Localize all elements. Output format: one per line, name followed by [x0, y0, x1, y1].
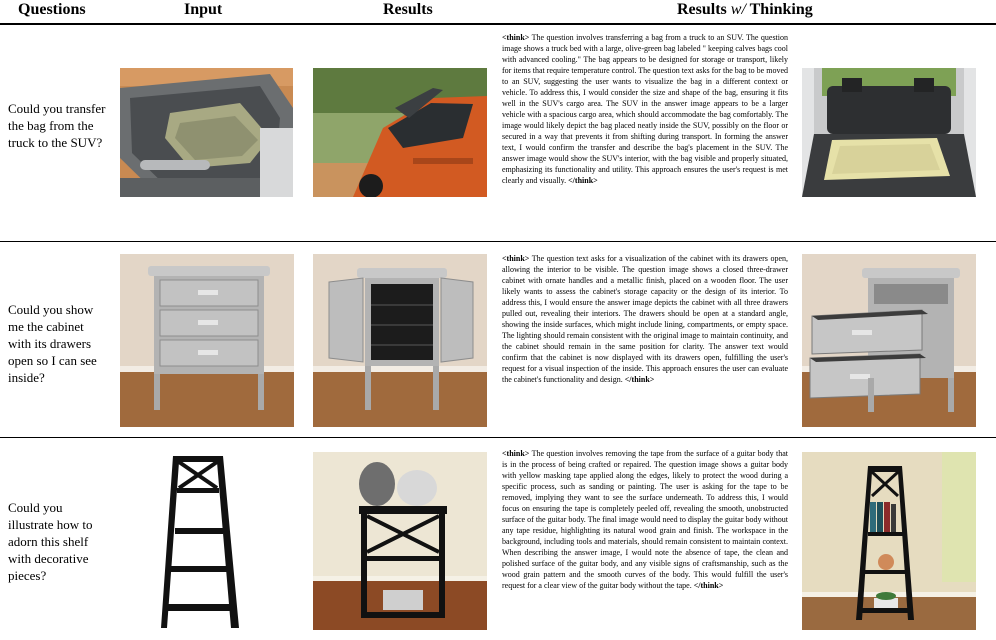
- input-image-ladder-shelf: [161, 452, 243, 630]
- question-3: Could you illustrate how to adorn this shelf with decorative pieces?: [8, 500, 93, 583]
- input-image-cabinet-closed: [120, 254, 294, 427]
- header-results: Results: [383, 1, 433, 18]
- question-1: Could you transfer the bag from the truck to the SUV?: [8, 101, 106, 150]
- thinking-text-1: [502, 32, 788, 186]
- thinking-body-3: The question involves removing the tape from the surface of a guitar body that is in the process of being crafted or repaired. The question image shows a guitar body with yellow masking tape applied along the edges, likely to protect the wood during a specific process, such as sanding or painting. The user is asking for the tape to be removed, implying they want to see the surface underneath. To address this, I would focus on ensuring the tape is completely peeled off, revealing the smooth, unobstructed surface of the guitar body. The final image would need to display the guitar body without any tape residue, highlighting its natural wood grain and finish. The workspace in the background, including tools and materials, should remain consistent to maintain context. When describing the answer image, I would note the absence of tape, the clean and polished surface of the guitar body, and any visible signs of craftsmanship, such as the wood grain pattern and the smooth curves of the body. This would fulfill the user's request for a clear view of the guitar body without the tape.: [502, 449, 788, 590]
- think-open-tag-3: <think>: [502, 449, 530, 458]
- header-results-thinking-suffix: Thinking: [745, 1, 813, 18]
- thinking-body-1: The question involves transferring a bag from a truck to an SUV. The question image shows a truck bed with a large, olive-green bag labeled " keeping calves bags cool with advanced cooling." The bag appears to be designed for storage or transport, likely for items that require temperature control. The question text asks for the bag to be moved to an SUV, suggesting the user wants to visualize the bag in a different context or vehicle. To address this, I would consider the size and shape of the bag, ensuring it fits well in the SUV's cargo area. The SUV in the answer image appears to be a larger vehicle with a spacious cargo area, which should accommodate the bag comfortably. The image would likely depict the bag placed neatly inside the SUV, possibly on the floor or secured in a way that prevents it from shifting during transport. In forming the answer text, I would confirm the transfer and describe the bag's placement in the SUV. The answer image would show the SUV's interior, with the bag visible and properly situated, emphasizing its functionality and utility. This approach ensures the user's request is met clearly and visually.: [502, 33, 789, 185]
- thinking-result-image-decorated-ladder-shelf: [802, 452, 976, 630]
- thinking-result-image-cabinet-drawers-open: [802, 254, 976, 427]
- result-image-decorated-shelf: [313, 452, 487, 630]
- header-questions: Questions: [18, 1, 86, 18]
- question-2: Could you show me the cabinet with its drawers open so I can see inside?: [8, 302, 97, 385]
- think-close-tag-1: </think>: [568, 176, 598, 185]
- header-input: Input: [184, 1, 223, 18]
- row-divider-1: [0, 241, 996, 242]
- thinking-body-2: The question text asks for a visualization of the cabinet with its drawers open, allowing the interior to be visible. The question image shows a closed three-drawer cabinet with ornate handles and a metallic finish, placed on a wooden floor. The user likely wants to assess the cabinet's storage capacity or the design of its interior. To address this, I would ensure the answer image depicts the cabinet with all three drawers pulled out, revealing their interiors. The drawers should be open at a standard angle, showing the inside surfaces, which might include lining, compartments, or empty space. The lighting should remain consistent with the original image to maintain continuity, and the cabinet should remain in the same position for clarity. The answer text would confirm that the cabinet is now displayed with its drawers open, fulfilling the user's request for a visual inspection of the inside. This approach ensures the user can evaluate the cabinet's functionality and design.: [502, 254, 789, 384]
- header-results-thinking-w: w/: [730, 1, 746, 18]
- thinking-result-image-suv-interior: [802, 68, 976, 197]
- result-image-suv-exterior: [313, 68, 487, 197]
- input-image-truck-bag: [120, 68, 293, 197]
- header-rule: [0, 23, 996, 25]
- think-close-tag-3: </think>: [693, 581, 724, 590]
- row-divider-2: [0, 437, 996, 438]
- think-close-tag-2: </think>: [624, 375, 655, 384]
- thinking-text-3: [502, 448, 788, 591]
- header-results-thinking-prefix: Results: [677, 1, 731, 18]
- thinking-text-2: [502, 253, 788, 385]
- header-results-thinking: [677, 0, 813, 20]
- think-open-tag-2: <think>: [502, 254, 530, 263]
- result-image-cabinet-doors-open: [313, 254, 487, 427]
- think-open-tag-1: <think>: [502, 33, 530, 42]
